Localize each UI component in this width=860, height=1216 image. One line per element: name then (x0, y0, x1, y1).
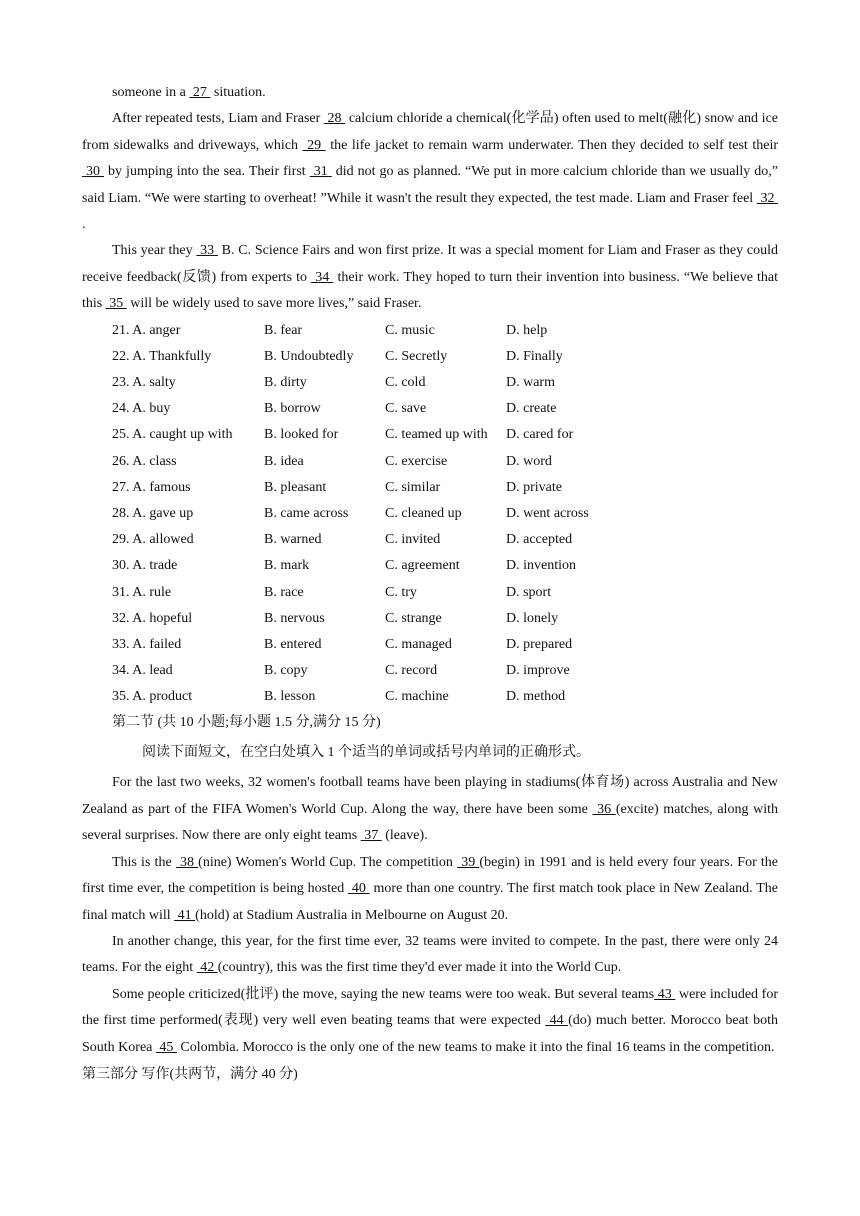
option-b: B. mark (264, 558, 310, 574)
option-b: B. lesson (264, 689, 316, 705)
option-row-30 (112, 553, 778, 579)
text: calcium chloride a chemical(化学品) often used to melt(融化) snow and ice from sidewalks and driveways, which (82, 111, 778, 153)
section-3-heading: 第三部分 写作(共两节，满分 40 分) (82, 1066, 298, 1082)
text: will be widely used to save more lives,” said Fraser. (126, 296, 422, 312)
paragraph-27 (82, 80, 778, 106)
text: . (82, 217, 86, 233)
blank-27: 27 (189, 85, 211, 100)
option-a: 28. A. gave up (112, 505, 194, 521)
option-a: 25. A. caught up with (112, 427, 233, 443)
option-a: 32. A. hopeful (112, 610, 193, 626)
option-c: C. record (385, 663, 438, 679)
blank-34: 34 (311, 269, 334, 285)
paragraph-world-cup (82, 770, 778, 849)
text: Some people criticized(批评) the move, saying the new teams were too weak. But several teams (112, 986, 655, 1002)
blank-40: 40 (348, 881, 370, 897)
option-b: B. Undoubtedly (264, 348, 354, 364)
option-d: D. help (506, 322, 548, 338)
option-row-34 (112, 658, 778, 684)
paragraph-tests (82, 106, 778, 238)
blank-30: 30 (82, 164, 105, 180)
option-c: C. agreement (385, 558, 460, 574)
text: their work. They hoped to turn their invention into business. “We believe that this (82, 269, 779, 312)
option-b: B. nervous (264, 610, 325, 626)
text: someone in a (112, 85, 190, 100)
option-a: 33. A. failed (112, 636, 182, 652)
option-row-27 (112, 475, 778, 501)
text: (do) much better. Morocco beat both South Korea (82, 1013, 779, 1055)
option-d: D. improve (506, 663, 570, 679)
option-row-25 (112, 422, 778, 448)
text: were included for the first time performed(表现) very well even beating teams that were expected (82, 986, 779, 1029)
option-b: B. came across (264, 505, 349, 521)
option-a: 23. A. salty (112, 375, 176, 391)
options-list (112, 318, 778, 711)
option-d: D. accepted (506, 532, 573, 548)
blank-28: 28 (323, 111, 346, 127)
text: (nine) Women's World Cup. The competition (198, 854, 458, 870)
blank-36: 36 (592, 801, 616, 817)
text: by jumping into the sea. Their first (104, 164, 310, 180)
option-d: D. Finally (506, 348, 563, 364)
option-a: 35. A. product (112, 689, 193, 705)
option-b: B. race (264, 584, 304, 600)
text: more than one country. The first match took place in New Zealand. The final match will (82, 881, 778, 923)
option-row-23 (112, 370, 778, 396)
text: situation. (210, 85, 266, 100)
option-row-32 (112, 606, 778, 632)
option-d: D. warm (506, 375, 555, 391)
blank-42: 42 (196, 960, 218, 976)
text: (country), this was the first time they'd ever made it into the World Cup. (217, 960, 622, 976)
text: the life jacket to remain warm underwater. Then they decided to self test their (325, 137, 779, 153)
paragraph-science-fair (82, 238, 778, 317)
blank-37: 37 (360, 828, 382, 844)
text: This year they (112, 243, 197, 259)
text: For the last two weeks, 32 women's football teams have been playing in stadiums(体育场) across Australia and New Zealand as part of the FIFA Women's World Cup. Along the way, there have been some (82, 775, 778, 817)
option-c: C. save (385, 401, 427, 417)
option-row-29 (112, 527, 778, 553)
option-a: 30. A. trade (112, 558, 178, 574)
blank-33: 33 (196, 243, 218, 259)
option-row-22 (112, 344, 778, 370)
option-b: B. pleasant (264, 479, 327, 495)
option-b: B. borrow (264, 401, 321, 417)
option-row-31 (112, 580, 778, 606)
option-c: C. Secretly (385, 348, 448, 364)
option-d: D. sport (506, 584, 552, 600)
option-row-21 (112, 318, 778, 344)
option-d: D. method (506, 689, 566, 705)
text: (hold) at Stadium Australia in Melbourne on August 20. (195, 907, 509, 923)
option-d: D. cared for (506, 427, 574, 443)
section-2-heading: 第二节 (共 10 小题;每小题 1.5 分,满分 15 分) (112, 715, 381, 731)
option-c: C. teamed up with (385, 427, 488, 443)
option-a: 29. A. allowed (112, 532, 194, 548)
option-d: D. prepared (506, 636, 573, 652)
option-d: D. private (506, 479, 562, 495)
paragraph-teams (82, 929, 778, 982)
blank-45: 45 (155, 1039, 177, 1055)
option-row-24 (112, 396, 778, 422)
text: This is the (112, 854, 176, 870)
option-b: B. looked for (264, 427, 339, 443)
option-d: D. word (506, 453, 552, 469)
option-c: C. cold (385, 375, 426, 391)
option-row-33 (112, 632, 778, 658)
option-c: C. cleaned up (385, 505, 462, 521)
option-c: C. managed (385, 636, 452, 652)
text: did not go as planned. “We put in more calcium chloride than we usually do,” said Liam. “We were starting to overheat! ”While it wasn't the result they expected, the test made. Liam and Fraser feel (82, 164, 779, 206)
blank-38: 38 (175, 854, 199, 870)
option-b: B. entered (264, 636, 322, 652)
blank-44: 44 (545, 1013, 569, 1029)
option-c: C. invited (385, 532, 441, 548)
option-a: 21. A. anger (112, 322, 181, 338)
option-c: C. exercise (385, 453, 448, 469)
option-c: C. machine (385, 689, 449, 705)
text: Colombia. Morocco is the only one of the new teams to make it into the final 16 teams in the competition. (176, 1039, 775, 1055)
text: (begin) in 1991 and is held every four years. For the first time ever, the competition is being hosted (82, 854, 779, 897)
blank-32: 32 (756, 190, 778, 206)
section-2-instruction: 阅读下面短文，在空白处填入 1 个适当的单词或括号内单词的正确形式。 (142, 745, 590, 761)
blank-29: 29 (302, 137, 326, 153)
paragraph-criticism (82, 982, 778, 1061)
option-b: B. copy (264, 663, 308, 679)
option-c: C. strange (385, 610, 442, 626)
option-d: D. went across (506, 505, 589, 521)
text: In another change, this year, for the first time ever, 32 teams were invited to compete. In the past, there were only 24 teams. For the eight (82, 933, 778, 976)
text: B. C. Science Fairs and won first prize. It was a special moment for Liam and Fraser as they could receive feedback(反馈) from experts to (82, 243, 779, 285)
blank-35: 35 (105, 296, 127, 312)
option-a: 22. A. Thankfully (112, 348, 212, 364)
option-a: 27. A. famous (112, 479, 191, 495)
option-b: B. dirty (264, 375, 307, 391)
blank-31: 31 (309, 164, 332, 180)
option-c: C. music (385, 322, 435, 338)
paragraph-competition (82, 850, 778, 929)
option-row-35 (112, 684, 778, 710)
blank-39: 39 (457, 854, 480, 870)
option-a: 24. A. buy (112, 401, 171, 417)
option-row-28 (112, 501, 778, 527)
option-b: B. fear (264, 322, 303, 338)
option-c: C. try (385, 584, 417, 600)
blank-43: 43 (654, 986, 676, 1002)
text: After repeated tests, Liam and Fraser (112, 111, 324, 127)
option-d: D. invention (506, 558, 576, 574)
blank-41: 41 (174, 907, 196, 923)
option-d: D. lonely (506, 610, 559, 626)
option-c: C. similar (385, 479, 441, 495)
option-row-26 (112, 449, 778, 475)
option-a: 34. A. lead (112, 663, 173, 679)
option-b: B. idea (264, 453, 304, 469)
option-b: B. warned (264, 532, 322, 548)
text: (excite) matches, along with several surprises. Now there are only eight teams (82, 801, 779, 844)
option-a: 31. A. rule (112, 584, 172, 600)
option-a: 26. A. class (112, 453, 177, 469)
option-d: D. create (506, 401, 557, 417)
text: (leave). (381, 828, 428, 844)
